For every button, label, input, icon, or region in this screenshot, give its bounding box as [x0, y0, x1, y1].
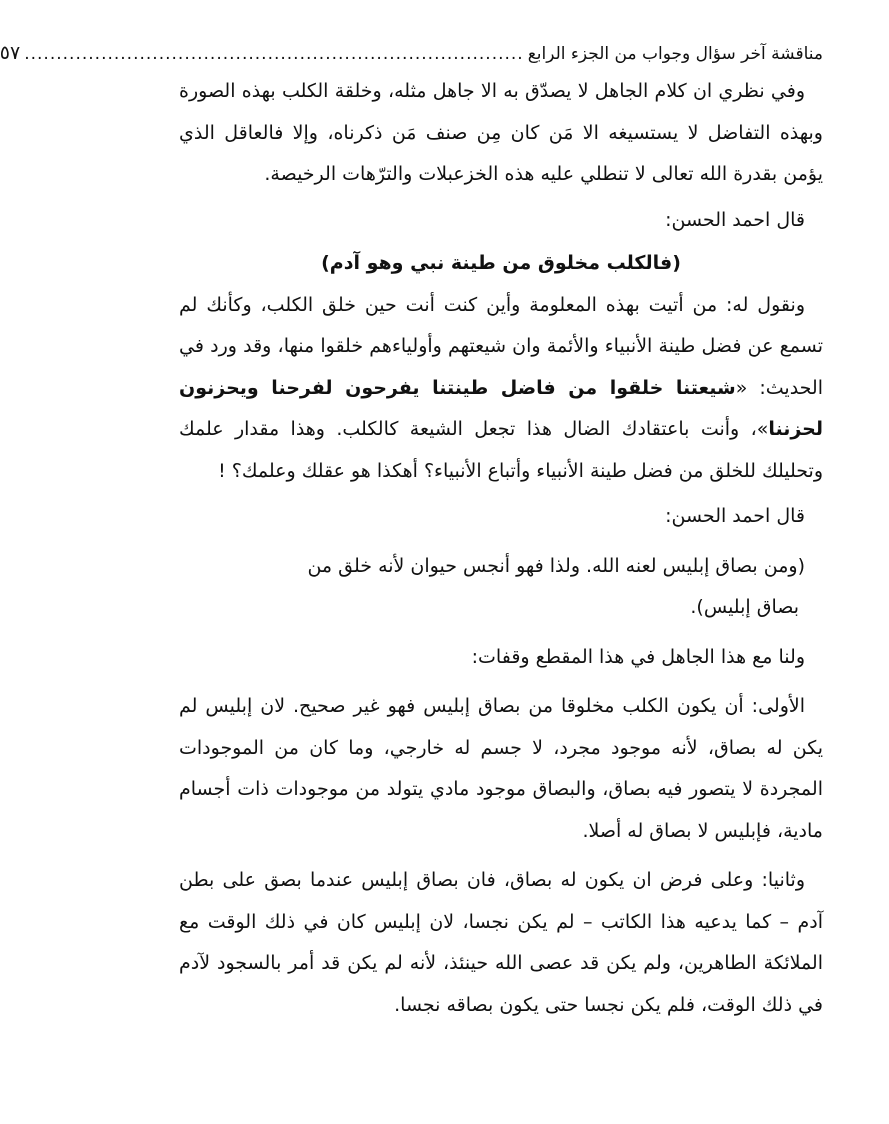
paragraph-2-after: »، وأنت باعتقادك الضال هذا تجعل الشيعة كالكلب. وهذا مقدار علمك وتحليلك للخلق من فضل طينة الأنبياء وأتباع الأنبياء؟ أهكذا هو عقلك وعلمك؟ ! — [179, 418, 823, 482]
speaker-line-1: قال احمد الحسن: — [665, 208, 805, 231]
quoted-text-2-line-1: (ومن بصاق إبليس لعنه الله. ولذا فهو أنجس حيوان لأنه خلق من — [307, 554, 805, 577]
page-body — [179, 71, 823, 1026]
paragraph-1: وفي نظري ان كلام الجاهل لا يصدّق به الا جاهل مثله، وخلقة الكلب بهذه الصورة وبهذه التفاضل لا يستسيغه الا مَن كان مِن صنف مَن ذكرناه، وإلا فالعاقل الذي يؤمن بقدرة الله تعالى لا تنطلي عليه هذه الخزعبلات والترّهات الرخيصة. — [179, 80, 823, 185]
speaker-line-2: قال احمد الحسن: — [665, 505, 805, 527]
running-header — [0, 40, 823, 67]
header-title: مناقشة آخر سؤال وجواب من الجزء الرابع — [527, 44, 823, 64]
hadith-quote: شيعتنا خلقوا من فاضل طينتنا يفرحون لفرحنا ويحزنون لحزننا — [179, 376, 823, 440]
header-dot-leader: .............................................................................. — [24, 44, 524, 64]
quoted-heading-1: (فالكلب مخلوق من طينة نبي وهو آدم) — [321, 252, 681, 274]
paragraph-3: ولنا مع هذا الجاهل في هذا المقطع وقفات: — [471, 645, 805, 668]
page-number: ٥٧ — [0, 42, 21, 64]
paragraph-5: وثانيا: وعلى فرض ان يكون له بصاق، فان بصاق إبليس عندما بصق على بطن آدم – كما يدعيه هذا الكاتب – لم يكن نجسا، لان إبليس كان في ذلك الوقت مع الملائكة الطاهرين، ولم يكن قد عصى الله حينئذ، لأنه لم يكن قد أمر بالسجود لآدم في ذلك الوقت، فلم يكن نجسا حتى يكون بصاقه نجسا. — [179, 869, 823, 1016]
paragraph-2-before: ونقول له: من أتيت بهذه المعلومة وأين كنت أنت حين خلق الكلب، وكأنك لم تسمع عن فضل طينة الأنبياء والأئمة وان شيعتهم وأولياءهم خلقوا منها، وقد ورد في الحديث: « — [179, 293, 823, 399]
paragraph-4: الأولى: أن يكون الكلب مخلوقا من بصاق إبليس فهو غير صحيح. لان إبليس لم يكن له بصاق، لأنه موجود مجرد، لا جسم له خارجي، وما كان من الموجودات المجردة لا يتصور فيه بصاق، والبصاق موجود مادي يتولد من موجودات ذات أجسام مادية، فإبليس لا بصاق له أصلا. — [179, 695, 823, 842]
paragraph-2 — [179, 285, 823, 493]
quoted-text-2-line-2: بصاق إبليس). — [690, 596, 799, 618]
